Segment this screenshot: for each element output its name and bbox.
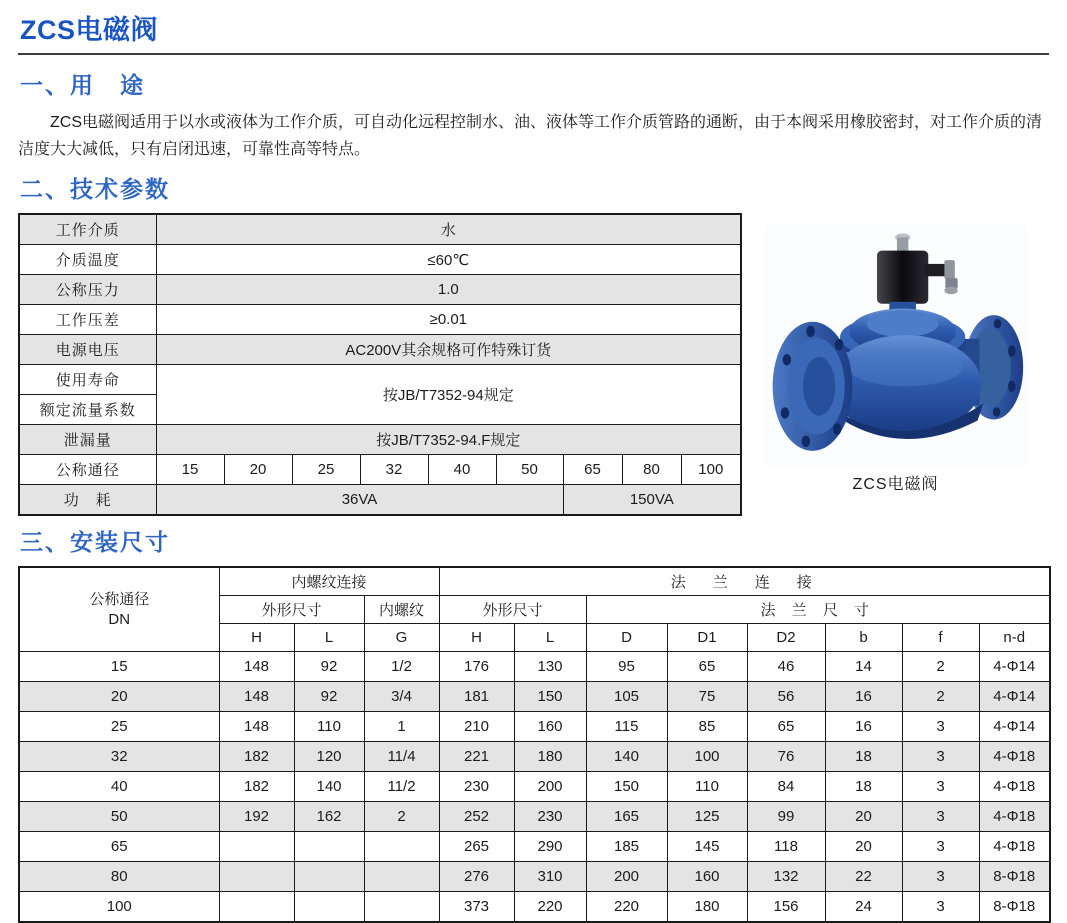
- table-cell: 130: [514, 652, 586, 682]
- table-cell: 8-Φ18: [979, 862, 1050, 892]
- col-header: L: [514, 624, 586, 652]
- table-cell: 20: [825, 832, 902, 862]
- install-table-body: [19, 652, 1050, 923]
- table-cell: 50: [19, 802, 219, 832]
- row-value: 水: [156, 214, 741, 245]
- table-cell: 3: [902, 832, 979, 862]
- table-cell: 100: [19, 892, 219, 923]
- row-label: 额定流量系数: [19, 395, 156, 425]
- table-cell: 85: [667, 712, 747, 742]
- table-cell: 132: [747, 862, 825, 892]
- tech-params-table: [18, 213, 742, 516]
- table-cell: 180: [514, 742, 586, 772]
- col-header: n-d: [979, 624, 1050, 652]
- dn-value: 25: [292, 455, 360, 485]
- table-cell: 150: [586, 772, 667, 802]
- header-dn-label: 公称通径: [89, 590, 150, 608]
- row-value: 按JB/T7352-94.F规定: [156, 425, 741, 455]
- table-cell: 220: [586, 892, 667, 923]
- row-label: 介质温度: [19, 245, 156, 275]
- col-header: D: [586, 624, 667, 652]
- header-flange-outline: 外形尺寸: [439, 596, 586, 624]
- table-cell: 16: [825, 682, 902, 712]
- table-cell: 76: [747, 742, 825, 772]
- section-heading-install: 三、安装尺寸: [20, 529, 170, 555]
- dn-value: 15: [156, 455, 224, 485]
- table-cell: 4-Φ18: [979, 742, 1050, 772]
- row-label: 泄漏量: [19, 425, 156, 455]
- valve-caption: ZCS电磁阀: [852, 476, 939, 493]
- table-cell: [294, 892, 364, 923]
- col-header: f: [902, 624, 979, 652]
- usage-paragraph: ZCS电磁阀适用于以水或液体为工作介质，可自动化远程控制水、油、液体等工作介质管路的通断，由于本阀采用橡胶密封，对工作介质的清洁度大大减低，只有启闭迅速，可靠性高等特点。: [18, 114, 1043, 158]
- col-header: D1: [667, 624, 747, 652]
- table-row: [19, 305, 741, 335]
- table-cell: 4-Φ18: [979, 832, 1050, 862]
- table-cell: 100: [667, 742, 747, 772]
- table-row: [19, 245, 741, 275]
- table-row: [19, 712, 1050, 742]
- row-value: 150VA: [563, 485, 741, 516]
- table-cell: 160: [514, 712, 586, 742]
- table-cell: 14: [825, 652, 902, 682]
- header-row: [19, 567, 1050, 596]
- header-thread-size: 内螺纹: [364, 596, 439, 624]
- table-cell: 22: [825, 862, 902, 892]
- table-cell: 18: [825, 772, 902, 802]
- table-cell: 1: [364, 712, 439, 742]
- table-cell: [294, 832, 364, 862]
- table-cell: 3: [902, 892, 979, 923]
- row-label: 公称压力: [19, 275, 156, 305]
- row-label: 电源电压: [19, 335, 156, 365]
- table-cell: 16: [825, 712, 902, 742]
- table-cell: 221: [439, 742, 514, 772]
- table-row: [19, 892, 1050, 923]
- header-thread-outline: 外形尺寸: [219, 596, 364, 624]
- table-cell: 1/2: [364, 652, 439, 682]
- table-cell: 92: [294, 652, 364, 682]
- table-cell: 165: [586, 802, 667, 832]
- dn-value: 80: [622, 455, 681, 485]
- dn-value: 40: [428, 455, 496, 485]
- dn-value: 65: [563, 455, 622, 485]
- table-cell: 3: [902, 862, 979, 892]
- col-header: b: [825, 624, 902, 652]
- table-cell: 230: [514, 802, 586, 832]
- row-label: 工作压差: [19, 305, 156, 335]
- dn-value: 50: [496, 455, 563, 485]
- table-row: [19, 455, 741, 485]
- table-cell: [364, 892, 439, 923]
- table-cell: 65: [19, 832, 219, 862]
- tech-section: [18, 213, 1049, 516]
- col-header: H: [439, 624, 514, 652]
- table-cell: 290: [514, 832, 586, 862]
- row-label: 公称通径: [19, 455, 156, 485]
- table-row: [19, 772, 1050, 802]
- table-cell: 265: [439, 832, 514, 862]
- table-cell: 15: [19, 652, 219, 682]
- table-cell: [219, 892, 294, 923]
- section-heading-tech: 二、技术参数: [20, 176, 170, 202]
- table-row: [19, 275, 741, 305]
- table-cell: 180: [667, 892, 747, 923]
- header-flange-group: 法 兰 连 接: [439, 567, 1050, 596]
- col-header: D2: [747, 624, 825, 652]
- table-cell: 32: [19, 742, 219, 772]
- table-cell: 4-Φ14: [979, 652, 1050, 682]
- table-cell: 8-Φ18: [979, 892, 1050, 923]
- table-row: [19, 652, 1050, 682]
- header-flange-dims: 法 兰 尺 寸: [586, 596, 1050, 624]
- table-cell: 110: [294, 712, 364, 742]
- row-label: 功 耗: [19, 485, 156, 516]
- table-cell: 3: [902, 712, 979, 742]
- table-cell: 56: [747, 682, 825, 712]
- row-value: 36VA: [156, 485, 563, 516]
- table-row: [19, 214, 741, 245]
- table-cell: [364, 862, 439, 892]
- table-cell: 148: [219, 682, 294, 712]
- title-divider: [18, 53, 1049, 55]
- table-cell: 20: [19, 682, 219, 712]
- table-cell: 276: [439, 862, 514, 892]
- table-cell: 4-Φ18: [979, 772, 1050, 802]
- table-cell: 140: [294, 772, 364, 802]
- table-cell: 373: [439, 892, 514, 923]
- table-cell: 105: [586, 682, 667, 712]
- table-cell: [219, 862, 294, 892]
- table-cell: 4-Φ14: [979, 712, 1050, 742]
- table-cell: 3: [902, 802, 979, 832]
- table-cell: 120: [294, 742, 364, 772]
- table-cell: 125: [667, 802, 747, 832]
- col-header: G: [364, 624, 439, 652]
- table-cell: 200: [514, 772, 586, 802]
- header-thread-group: 内螺纹连接: [219, 567, 439, 596]
- table-cell: 148: [219, 652, 294, 682]
- table-cell: 230: [439, 772, 514, 802]
- table-cell: 3: [902, 742, 979, 772]
- col-header: L: [294, 624, 364, 652]
- table-cell: 200: [586, 862, 667, 892]
- table-cell: 99: [747, 802, 825, 832]
- row-label: 工作介质: [19, 214, 156, 245]
- table-cell: 310: [514, 862, 586, 892]
- table-cell: 182: [219, 772, 294, 802]
- table-cell: 115: [586, 712, 667, 742]
- table-cell: 4-Φ18: [979, 802, 1050, 832]
- row-value: AC200V其余规格可作特殊订货: [156, 335, 741, 365]
- table-cell: 84: [747, 772, 825, 802]
- table-cell: 182: [219, 742, 294, 772]
- table-row: [19, 862, 1050, 892]
- dn-value: 100: [681, 455, 741, 485]
- col-header: H: [219, 624, 294, 652]
- table-cell: 80: [19, 862, 219, 892]
- table-cell: 3/4: [364, 682, 439, 712]
- table-row: [19, 682, 1050, 712]
- table-cell: 110: [667, 772, 747, 802]
- table-row: [19, 335, 741, 365]
- table-cell: 2: [902, 682, 979, 712]
- table-cell: 24: [825, 892, 902, 923]
- header-dn: [19, 567, 219, 652]
- section-heading-usage: 一、用 途: [20, 72, 145, 98]
- table-cell: 20: [825, 802, 902, 832]
- table-row: [19, 365, 741, 395]
- header-dn-unit: DN: [108, 610, 131, 628]
- table-cell: 11/4: [364, 742, 439, 772]
- table-cell: [294, 862, 364, 892]
- table-row: [19, 832, 1050, 862]
- table-cell: [364, 832, 439, 862]
- table-cell: 210: [439, 712, 514, 742]
- table-cell: 25: [19, 712, 219, 742]
- table-cell: 75: [667, 682, 747, 712]
- page-title: ZCS电磁阀: [20, 15, 158, 45]
- table-cell: 192: [219, 802, 294, 832]
- table-cell: 2: [902, 652, 979, 682]
- table-cell: 220: [514, 892, 586, 923]
- dn-value: 20: [224, 455, 292, 485]
- table-cell: 185: [586, 832, 667, 862]
- valve-figure: [742, 213, 1049, 494]
- table-cell: 3: [902, 772, 979, 802]
- row-label: 使用寿命: [19, 365, 156, 395]
- table-cell: 160: [667, 862, 747, 892]
- table-cell: 95: [586, 652, 667, 682]
- dn-value: 32: [360, 455, 428, 485]
- table-cell: 181: [439, 682, 514, 712]
- table-cell: 46: [747, 652, 825, 682]
- table-cell: 150: [514, 682, 586, 712]
- table-cell: 4-Φ14: [979, 682, 1050, 712]
- table-cell: 156: [747, 892, 825, 923]
- table-cell: 65: [667, 652, 747, 682]
- row-value: 1.0: [156, 275, 741, 305]
- valve-photo: [763, 225, 1029, 467]
- table-cell: 148: [219, 712, 294, 742]
- table-cell: 118: [747, 832, 825, 862]
- table-cell: 252: [439, 802, 514, 832]
- table-cell: 18: [825, 742, 902, 772]
- table-row: [19, 802, 1050, 832]
- table-cell: 162: [294, 802, 364, 832]
- table-cell: [219, 832, 294, 862]
- table-row: [19, 742, 1050, 772]
- row-value: ≤60℃: [156, 245, 741, 275]
- table-cell: 65: [747, 712, 825, 742]
- row-value: ≥0.01: [156, 305, 741, 335]
- table-cell: 92: [294, 682, 364, 712]
- table-cell: 140: [586, 742, 667, 772]
- table-cell: 176: [439, 652, 514, 682]
- table-cell: 145: [667, 832, 747, 862]
- install-dims-table: [18, 566, 1051, 923]
- row-value: 按JB/T7352-94规定: [156, 365, 741, 425]
- table-cell: 40: [19, 772, 219, 802]
- table-row: [19, 485, 741, 516]
- table-cell: 11/2: [364, 772, 439, 802]
- table-cell: 2: [364, 802, 439, 832]
- table-row: [19, 425, 741, 455]
